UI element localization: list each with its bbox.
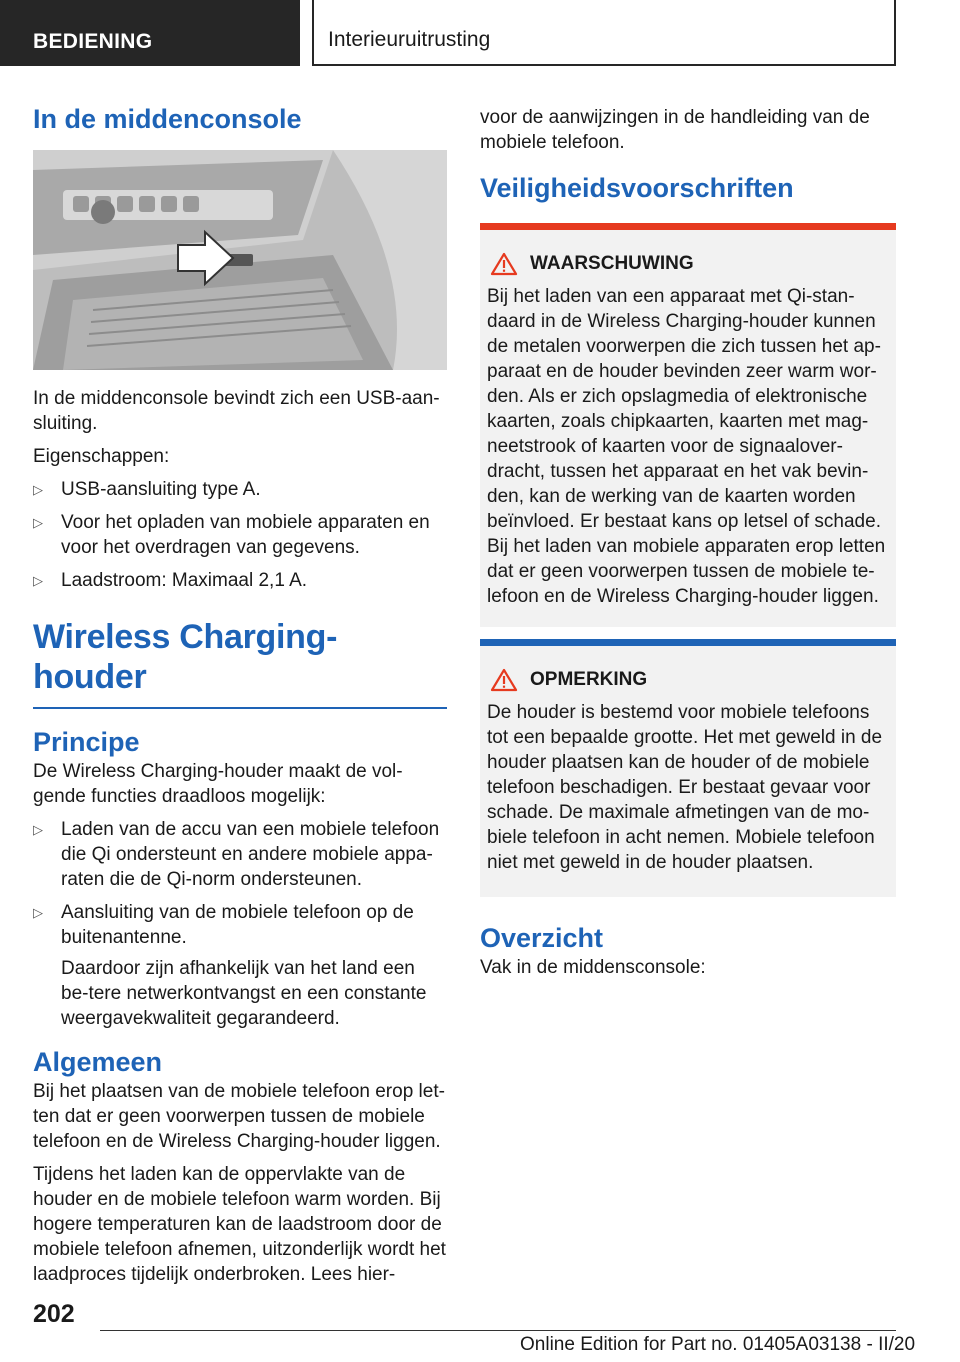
continued-paragraph: voor de aanwijzingen in de handleiding van de mobiele telefoon. <box>480 107 870 153</box>
list-item: ▷ Aansluiting van de mobiele telefoon op de buitenantenne. Daardoor zijn afhankelijk van het land een be-tere netwerkontvangst en een constante weergavekwaliteit gegarandeerd. <box>33 900 447 1031</box>
right-column <box>480 100 896 980</box>
eigenschappen-label: Eigenschappen: <box>33 446 170 467</box>
page-header <box>0 0 960 66</box>
list-item: ▷ USB-aansluiting type A. <box>33 479 261 500</box>
caution-triangle-icon <box>490 668 518 692</box>
principe-sub-paragraph: Daardoor zijn afhankelijk van het land een be-tere netwerkontvangst en een constante weergavekwaliteit gegarandeerd. <box>61 958 427 1029</box>
list-item: ▷ Laden van de accu van een mobiele telefoon die Qi ondersteunt en andere mobiele appa-raten die de Qi-norm ondersteunen. <box>33 819 440 890</box>
warning-text-1: Bij het laden van een apparaat met Qi-stan-daard in de Wireless Charging-houder kunnen de metalen voorwerpen die zich tussen het ap-paraat en de houder bevinden zeer warm wor-den. Als er zich opslagmedia of elektronische kaarten, zoals chipkaarten, kaarten met mag-neetstrook of kaarten voor de signaalover-dracht, tussen het apparaat en het vak bevin-den, kan de werking van de kaarten worden beïnvloed. Er bestaat kans op letsel of schade. <box>487 286 881 532</box>
note-box <box>480 639 896 897</box>
console-photo <box>33 150 447 370</box>
heading-algemeen: Algemeen <box>33 1047 163 1077</box>
heading-overzicht: Overzicht <box>480 923 604 953</box>
eigenschappen-list <box>33 477 447 593</box>
heading-underline <box>33 707 447 709</box>
heading-middenconsole: In de middenconsole <box>33 104 302 134</box>
triangle-bullet-icon: ▷ <box>33 822 43 837</box>
warning-triangle-icon <box>490 252 518 276</box>
algemeen-paragraph-1: Bij het plaatsen van de mobiele telefoon erop let-ten dat er geen voorwerpen tussen de mobiele telefoon en de Wireless Charging-houder liggen. <box>33 1081 445 1152</box>
footer-rule <box>100 1330 896 1331</box>
note-text: De houder is bestemd voor mobiele telefoons tot een bepaalde grootte. Het met geweld in de houder plaatsen kan de houder of de mobiele telefoon beschadigen. Er bestaat gevaar voor schade. De maximale afmetingen van de mo-biele telefoon in acht nemen. Mobiele telefoon niet met geweld in de houder plaatsen. <box>487 702 883 873</box>
warning-title-row <box>487 252 888 276</box>
triangle-bullet-icon: ▷ <box>33 515 43 530</box>
chapter-title: Interieuruitrusting <box>312 0 896 66</box>
note-title: OPMERKING <box>530 669 648 690</box>
triangle-bullet-icon: ▷ <box>33 482 43 497</box>
warning-title: WAARSCHUWING <box>530 253 694 274</box>
list-item: ▷ Voor het opladen van mobiele apparaten en voor het overdragen van gegevens. <box>33 512 430 558</box>
triangle-bullet-icon: ▷ <box>33 573 43 588</box>
section-title: BEDIENING <box>0 0 300 66</box>
heading-principe: Principe <box>33 727 140 757</box>
overzicht-paragraph: Vak in de middensconsole: <box>480 957 706 978</box>
heading-wireless-charging: Wireless Charging-houder <box>33 618 338 696</box>
warning-text-2: Bij het laden van mobiele apparaten erop letten dat er geen voorwerpen tussen de mobiele te-lefoon en de Wireless Charging-houder liggen. <box>487 536 886 607</box>
principe-list <box>33 817 447 1031</box>
left-column <box>33 100 447 1287</box>
heading-veiligheid: Veiligheidsvoorschriften <box>480 173 794 203</box>
note-title-row <box>487 668 888 692</box>
usb-paragraph: In de middenconsole bevindt zich een USB-aan-sluiting. <box>33 388 440 434</box>
triangle-bullet-icon: ▷ <box>33 905 43 920</box>
principe-paragraph: De Wireless Charging-houder maakt de vol-gende functies draadloos mogelijk: <box>33 761 403 807</box>
list-item: ▷ Laadstroom: Maximaal 2,1 A. <box>33 570 308 591</box>
page-number: 202 <box>33 1300 75 1328</box>
algemeen-paragraph-2: Tijdens het laden kan de oppervlakte van de houder en de mobiele telefoon warm worden. Bij hogere temperaturen kan de laadstroom door de mobiele telefoon afnemen, uitzonderlijk wordt het laadproces tijdelijk onderbroken. Lees hier- <box>33 1164 446 1285</box>
console-illustration <box>33 150 447 370</box>
edition-text: Online Edition for Part no. 01405A03138 - II/20 <box>520 1334 916 1355</box>
warning-box <box>480 223 896 627</box>
